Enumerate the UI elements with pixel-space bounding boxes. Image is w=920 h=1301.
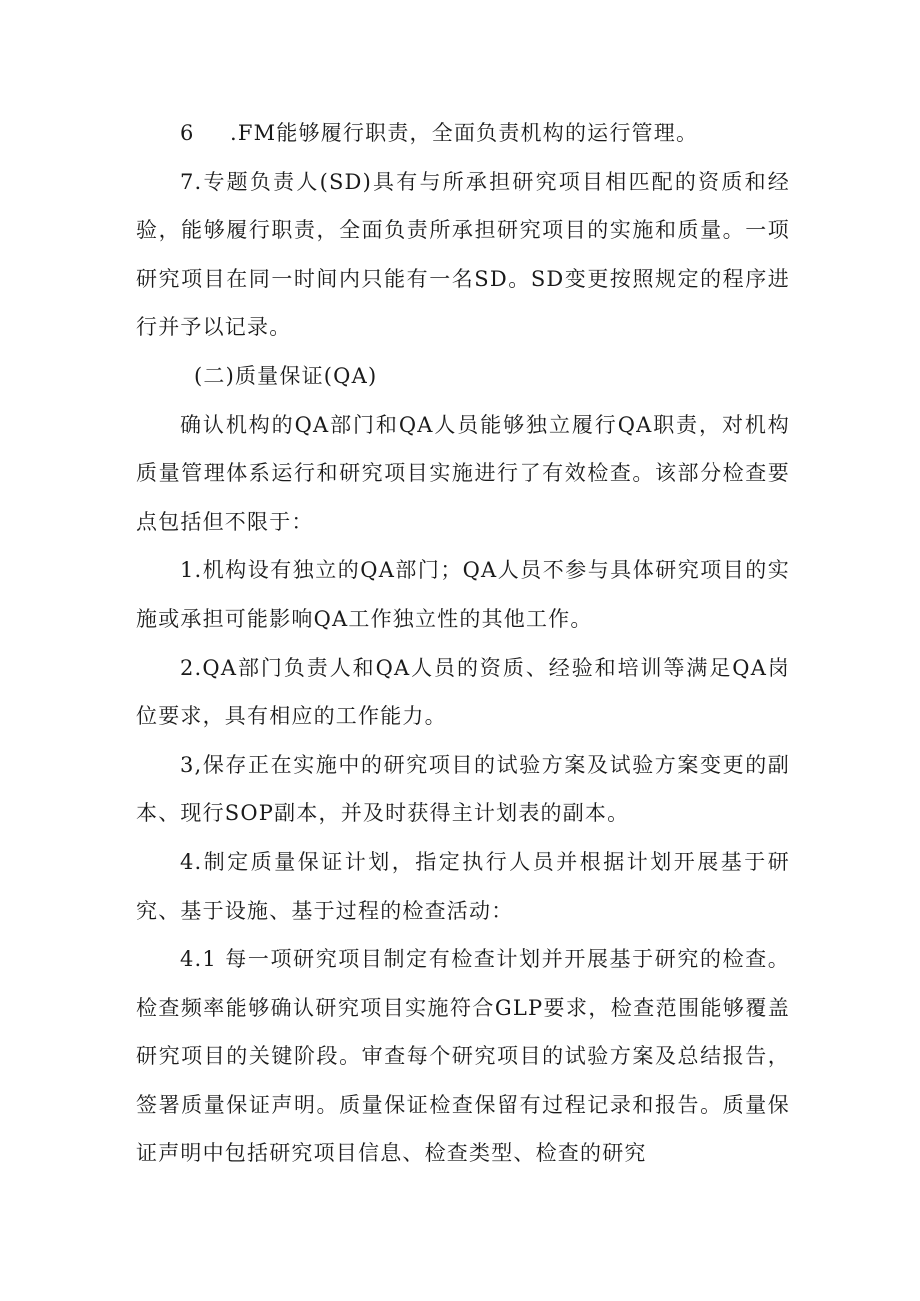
paragraph-item-7: 7.专题负责人(SD)具有与所承担研究项目相匹配的资质和经验，能够履行职责，全面负责所承担研究项目的实施和质量。一项研究项目在同一时间内只能有一名SD。SD变更按照规定的程序进行并予以记录。 — [136, 169, 790, 340]
item-6-number: 6 — [180, 121, 195, 145]
paragraph-qa-item-4-1: 4.1 每一项研究项目制定有检查计划并开展基于研究的检查。检查频率能够确认研究项目实施符合GLP要求，检查范围能够覆盖研究项目的关键阶段。审查每个研究项目的试验方案及总结报告，签署质量保证声明。质量保证检查保留有过程记录和报告。质量保证声明中包括研究项目信息、检查类型、检查的研究 — [136, 947, 790, 1166]
item-6-text: .FM能够履行职责，全面负责机构的运行管理。 — [230, 121, 699, 145]
document-body — [136, 109, 790, 1178]
paragraph-item-6 — [136, 109, 790, 158]
paragraph-qa-item-1: 1.机构设有独立的QA部门；QA人员不参与具体研究项目的实施或承担可能影响QA工作独立性的其他工作。 — [136, 558, 790, 631]
paragraph-qa-item-3: 3,保存正在实施中的研究项目的试验方案及试验方案变更的副本、现行SOP副本，并及时获得主计划表的副本。 — [136, 752, 790, 826]
section-heading-qa: (二)质量保证(QA) — [194, 363, 378, 388]
paragraph-qa-item-4: 4.制定质量保证计划，指定执行人员并根据计划开展基于研究、基于设施、基于过程的检查活动： — [136, 849, 790, 923]
paragraph-qa-item-2: 2.QA部门负责人和QA人员的资质、经验和培训等满足QA岗位要求，具有相应的工作能力。 — [136, 655, 790, 729]
paragraph-section-intro: 确认机构的QA部门和QA人员能够独立履行QA职责，对机构质量管理体系运行和研究项目实施进行了有效检查。该部分检查要点包括但不限于： — [136, 412, 790, 534]
